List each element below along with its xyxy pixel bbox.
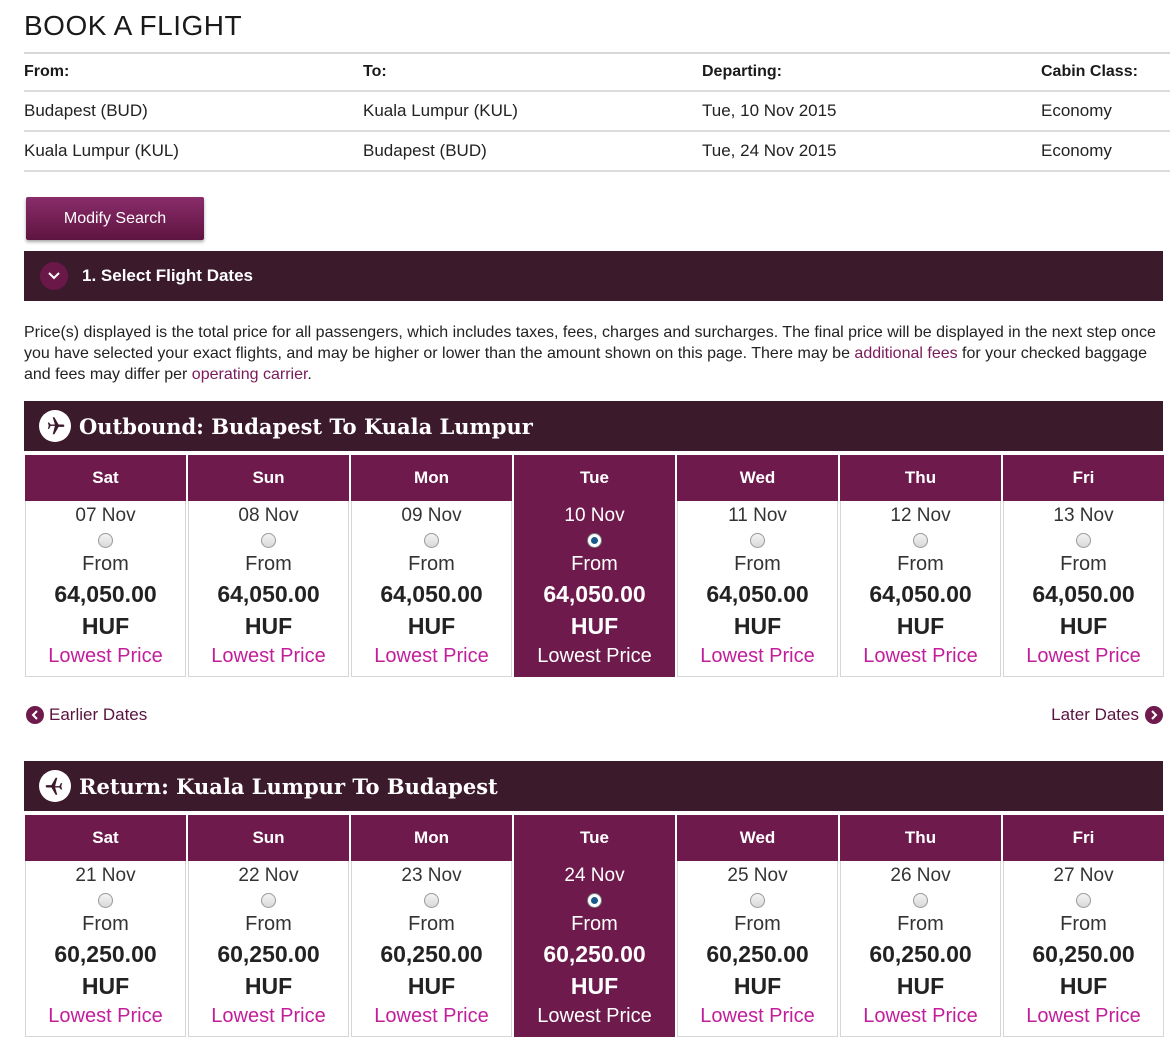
price-value: 60,250.00 — [380, 941, 483, 967]
date-radio[interactable] — [913, 893, 928, 908]
from-label: From — [408, 913, 455, 935]
date-radio[interactable] — [98, 533, 113, 548]
notice-text: for your checked baggage and fees may differ per — [24, 345, 1148, 383]
header-departing: Departing: — [702, 63, 782, 80]
day-of-week: Thu — [839, 453, 1002, 501]
day-of-week: Tue — [513, 813, 676, 861]
price-value: 64,050.00 — [1032, 581, 1135, 607]
date-option[interactable] — [1003, 501, 1164, 677]
notice-text: Price(s) displayed is the total price for all passengers, which includes taxes, fees, charges and surcharges. The final price will be displayed in the next step once you have selected your exact flights, and may be higher or lower than the amount shown on this page. There may be — [24, 324, 1156, 362]
price-value: 64,050.00 — [706, 581, 809, 607]
date-label: 13 Nov — [1053, 505, 1114, 526]
currency-label: HUF — [244, 613, 293, 639]
day-column — [839, 813, 1002, 1037]
price-value: 60,250.00 — [869, 941, 972, 967]
date-radio[interactable] — [261, 893, 276, 908]
day-of-week: Mon — [350, 453, 513, 501]
price-value: 60,250.00 — [54, 941, 157, 967]
day-column — [24, 453, 187, 677]
lowest-price-link[interactable]: Lowest Price — [374, 645, 489, 667]
day-of-week: Fri — [1002, 813, 1165, 861]
date-label: 11 Nov — [728, 505, 787, 526]
currency-label: HUF — [407, 613, 456, 639]
date-label: 23 Nov — [401, 865, 462, 886]
from-label: From — [734, 913, 781, 935]
row-to: Budapest (BUD) — [363, 141, 487, 160]
date-option[interactable] — [677, 861, 838, 1037]
day-column — [513, 813, 676, 1037]
operating-carrier-link[interactable]: operating carrier — [191, 366, 308, 383]
from-label: From — [82, 553, 129, 575]
price-value: 64,050.00 — [543, 581, 646, 607]
lowest-price-link[interactable]: Lowest Price — [48, 645, 163, 667]
chevron-left-icon — [26, 706, 44, 724]
step-label: 1. Select Flight Dates — [82, 266, 253, 285]
from-label: From — [571, 553, 618, 575]
price-value: 64,050.00 — [380, 581, 483, 607]
lowest-price-link[interactable]: Lowest Price — [374, 1005, 489, 1027]
lowest-price-link[interactable]: Lowest Price — [863, 645, 978, 667]
date-radio[interactable] — [1076, 533, 1091, 548]
day-column — [187, 813, 350, 1037]
price-value: 64,050.00 — [54, 581, 157, 607]
currency-label: HUF — [244, 973, 293, 999]
date-label: 07 Nov — [75, 505, 136, 526]
day-of-week: Wed — [676, 453, 839, 501]
date-option[interactable] — [351, 501, 512, 677]
modify-search-button[interactable]: Modify Search — [26, 197, 204, 240]
date-label: 10 Nov — [564, 505, 625, 526]
search-summary-row — [24, 132, 1170, 172]
from-label: From — [82, 913, 129, 935]
date-radio[interactable] — [424, 893, 439, 908]
lowest-price-link[interactable]: Lowest Price — [863, 1005, 978, 1027]
date-radio[interactable] — [261, 533, 276, 548]
price-value: 60,250.00 — [217, 941, 320, 967]
row-departing: Tue, 10 Nov 2015 — [702, 101, 837, 120]
date-radio[interactable] — [750, 533, 765, 548]
day-of-week: Sun — [187, 453, 350, 501]
from-label: From — [571, 913, 618, 935]
lowest-price-link[interactable]: Lowest Price — [211, 645, 326, 667]
day-of-week: Sat — [24, 453, 187, 501]
price-notice — [24, 322, 1164, 385]
day-of-week: Wed — [676, 813, 839, 861]
lowest-price-link[interactable]: Lowest Price — [211, 1005, 326, 1027]
currency-label: HUF — [570, 613, 619, 639]
header-cabin-class: Cabin Class: — [1041, 63, 1138, 80]
date-option[interactable] — [514, 501, 675, 677]
day-column — [24, 813, 187, 1037]
lowest-price-link[interactable]: Lowest Price — [537, 645, 652, 667]
price-value: 60,250.00 — [543, 941, 646, 967]
day-column — [839, 453, 1002, 677]
day-column — [513, 453, 676, 677]
day-column — [676, 453, 839, 677]
lowest-price-link[interactable]: Lowest Price — [700, 645, 815, 667]
date-radio[interactable] — [913, 533, 928, 548]
date-label: 24 Nov — [564, 865, 625, 886]
currency-label: HUF — [896, 613, 945, 639]
row-from: Budapest (BUD) — [24, 101, 148, 120]
search-summary-table — [24, 52, 1170, 172]
date-radio[interactable] — [750, 893, 765, 908]
step-select-flight-dates[interactable] — [24, 251, 1163, 301]
row-from: Kuala Lumpur (KUL) — [24, 141, 179, 160]
date-option[interactable] — [840, 501, 1001, 677]
outbound-header — [24, 401, 1163, 451]
from-label: From — [408, 553, 455, 575]
return-date-grid — [24, 813, 1165, 1037]
additional-fees-link[interactable]: additional fees — [854, 345, 958, 362]
date-radio[interactable] — [424, 533, 439, 548]
date-radio[interactable] — [587, 893, 602, 908]
date-radio[interactable] — [587, 533, 602, 548]
from-label: From — [245, 913, 292, 935]
day-of-week: Thu — [839, 813, 1002, 861]
day-column — [187, 453, 350, 677]
row-departing: Tue, 24 Nov 2015 — [702, 141, 837, 160]
later-dates-link[interactable] — [1051, 705, 1163, 725]
page-title: BOOK A FLIGHT — [24, 10, 243, 41]
day-column — [1002, 813, 1165, 1037]
currency-label: HUF — [1059, 613, 1108, 639]
price-value: 64,050.00 — [869, 581, 972, 607]
currency-label: HUF — [1059, 973, 1108, 999]
date-label: 27 Nov — [1053, 865, 1114, 886]
date-label: 09 Nov — [401, 505, 462, 526]
search-summary-row — [24, 92, 1170, 132]
search-summary-header — [24, 54, 1170, 92]
day-column — [350, 813, 513, 1037]
lowest-price-link[interactable]: Lowest Price — [537, 1005, 652, 1027]
lowest-price-link[interactable]: Lowest Price — [700, 1005, 815, 1027]
date-label: 12 Nov — [890, 505, 951, 526]
date-label: 25 Nov — [727, 865, 788, 886]
later-dates-label: Later Dates — [1051, 705, 1139, 724]
row-to: Kuala Lumpur (KUL) — [363, 101, 518, 120]
currency-label: HUF — [733, 973, 782, 999]
day-of-week: Sat — [24, 813, 187, 861]
lowest-price-link[interactable]: Lowest Price — [48, 1005, 163, 1027]
date-option[interactable] — [188, 501, 349, 677]
date-option[interactable] — [25, 501, 186, 677]
date-label: 22 Nov — [238, 865, 299, 886]
date-label: 26 Nov — [890, 865, 951, 886]
return-title: Return: Kuala Lumpur To Budapest — [79, 773, 498, 799]
day-column — [350, 453, 513, 677]
currency-label: HUF — [896, 973, 945, 999]
date-option[interactable] — [1003, 861, 1164, 1037]
currency-label: HUF — [81, 973, 130, 999]
row-cabin-class: Economy — [1041, 101, 1112, 120]
date-option[interactable] — [25, 861, 186, 1037]
header-to: To: — [363, 63, 387, 80]
date-option[interactable] — [188, 861, 349, 1037]
currency-label: HUF — [570, 973, 619, 999]
notice-text: . — [307, 366, 312, 383]
from-label: From — [897, 913, 944, 935]
currency-label: HUF — [81, 613, 130, 639]
chevron-down-icon[interactable] — [40, 262, 68, 290]
date-radio[interactable] — [98, 893, 113, 908]
row-cabin-class: Economy — [1041, 141, 1112, 160]
from-label: From — [1060, 913, 1107, 935]
return-header — [24, 761, 1163, 811]
from-label: From — [245, 553, 292, 575]
date-option[interactable] — [514, 861, 675, 1037]
earlier-dates-link[interactable] — [26, 705, 147, 725]
lowest-price-link[interactable]: Lowest Price — [1026, 645, 1141, 667]
plane-arrival-icon — [39, 770, 71, 802]
price-value: 60,250.00 — [706, 941, 809, 967]
price-value: 60,250.00 — [1032, 941, 1135, 967]
day-of-week: Tue — [513, 453, 676, 501]
outbound-date-grid — [24, 453, 1165, 677]
header-from: From: — [24, 63, 70, 80]
currency-label: HUF — [733, 613, 782, 639]
date-radio[interactable] — [1076, 893, 1091, 908]
date-label: 08 Nov — [238, 505, 299, 526]
from-label: From — [1060, 553, 1107, 575]
earlier-dates-label: Earlier Dates — [49, 705, 148, 724]
day-of-week: Fri — [1002, 453, 1165, 501]
day-of-week: Sun — [187, 813, 350, 861]
price-value: 64,050.00 — [217, 581, 320, 607]
outbound-title: Outbound: Budapest To Kuala Lumpur — [79, 413, 533, 439]
day-of-week: Mon — [350, 813, 513, 861]
chevron-right-icon — [1145, 706, 1163, 724]
from-label: From — [734, 553, 781, 575]
plane-departure-icon — [39, 410, 71, 442]
from-label: From — [897, 553, 944, 575]
date-option[interactable] — [840, 861, 1001, 1037]
date-label: 21 Nov — [75, 865, 136, 886]
lowest-price-link[interactable]: Lowest Price — [1026, 1005, 1141, 1027]
date-option[interactable] — [677, 501, 838, 677]
day-column — [676, 813, 839, 1037]
date-option[interactable] — [351, 861, 512, 1037]
day-column — [1002, 453, 1165, 677]
currency-label: HUF — [407, 973, 456, 999]
